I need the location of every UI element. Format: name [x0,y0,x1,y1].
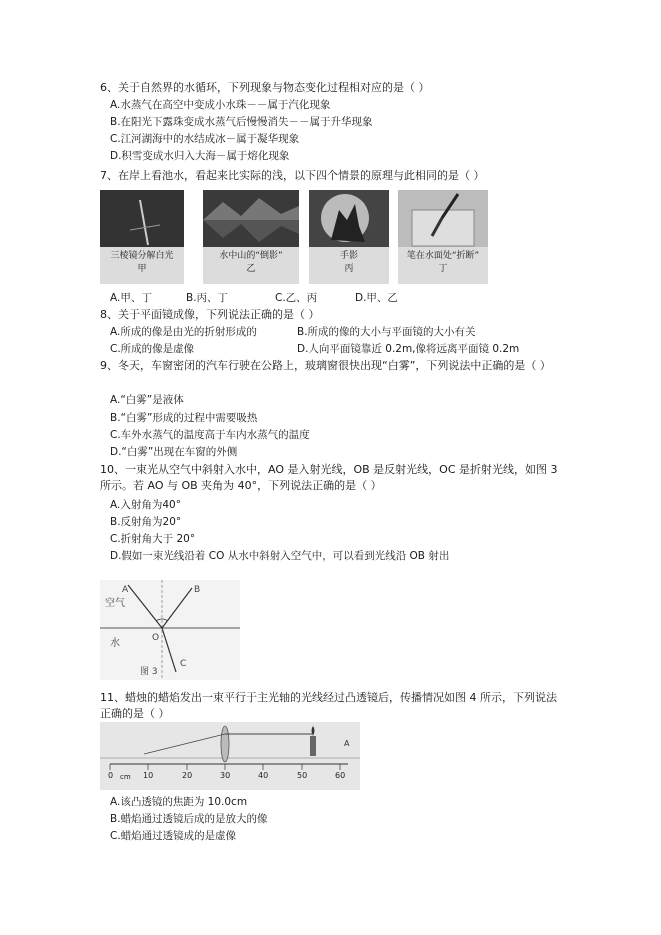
fig3-label-b: B [194,585,201,595]
q7-image-yi [203,190,299,284]
q7-option-d: D.甲、乙 [355,292,398,304]
q10-stem: 10、一束光从空气中斜射入水中，AO 是入射光线，OB 是反射光线，OC 是折射光线，如图 3 所示。若 AO 与 OB 夹角为 40°，下列说法正确的是（ ） [100,463,558,492]
q7-option-b: B.丙、丁 [186,292,229,304]
broken-pen-photo [398,190,488,250]
q6-option-b: B.在阳光下露珠变成水蒸气后慢慢消失－－属于升华现象 [110,116,373,128]
fig3-label-o: O [152,633,160,643]
q9-option-d: D.“白雾”出现在车窗的外侧 [110,446,238,458]
figure-3-refraction [100,580,240,680]
q10-option-a: A.入射角为40° [110,499,181,511]
q11-option-c: C.蜡焰通过透镜成的是虚像 [110,830,237,842]
q7-caption-jia: 三棱镜分解白光 甲 [100,247,184,284]
fig3-label-a: A [122,585,129,595]
tick-50: 50 [297,771,308,780]
figure-4-lens-bench [100,722,360,790]
fig3-water-label: 水 [110,638,120,649]
q6-stem: 6、关于自然界的水循环，下列现象与物态变化过程相对应的是（ ） [100,81,430,94]
q8-option-c: C.所成的像是虚像 [110,343,195,355]
tick-60: 60 [335,771,346,780]
q10-option-b: B.反射角为20° [110,516,182,528]
tick-unit: cm [120,773,131,781]
q7-caption-ding: 笔在水面处“折断” 丁 [398,247,488,284]
prism-photo [100,190,184,250]
q8-option-d: D.人向平面镜靠近 0.2m,像将远离平面镜 0.2m [297,343,520,355]
candle [310,736,316,756]
tick-40: 40 [258,771,269,780]
q8-option-b: B.所成的像的大小与平面镜的大小有关 [297,326,476,338]
q7-stem: 7、在岸上看池水，看起来比实际的浅，以下四个情景的原理与此相同的是（ ） [100,169,485,182]
q7-caption-yi: 水中山的“倒影” 乙 [203,247,299,284]
fig3-caption: 图 3 [140,667,158,677]
tick-10: 10 [143,771,154,780]
tick-30: 30 [220,771,231,780]
q8-stem: 8、关于平面镜成像，下列说法正确的是（ ） [100,308,320,321]
q9-option-c: C.车外水蒸气的温度高于车内水蒸气的温度 [110,429,310,441]
q7-image-jia [100,190,184,284]
fig3-air-label: 空气 [105,598,125,609]
q7-option-a: A.甲、丁 [110,292,152,304]
q9-option-b: B.“白雾”形成的过程中需要吸热 [110,412,258,424]
q7-image-bing [309,190,389,284]
q7-caption-bing: 手影 丙 [309,247,389,284]
tick-0: 0 [108,771,114,780]
q9-stem: 9、冬天，车窗密闭的汽车行驶在公路上，玻璃窗很快出现“白雾”，下列说法中正确的是（ ） [100,359,551,372]
q11-option-a: A.该凸透镜的焦距为 10.0cm [110,796,248,808]
q6-option-d: D.积雪变成水归入大海－属于熔化现象 [110,150,290,162]
q7-image-ding [398,190,488,284]
convex-lens [221,726,229,762]
q7-option-c: C.乙、丙 [275,292,318,304]
tick-20: 20 [182,771,193,780]
q11-stem: 11、蜡烛的蜡焰发出一束平行于主光轴的光线经过凸透镜后，传播情况如图 4 所示，下列说法正确的是（ ） [100,691,557,720]
q11-option-b: B.蜡焰通过透镜后成的是放大的像 [110,813,268,825]
mountain-reflection-photo [203,190,299,250]
q6-option-c: C.江河湖海中的水结成冰－属于凝华现象 [110,133,300,145]
q6-option-a: A.水蒸气在高空中变成小水珠－－属于汽化现象 [110,99,331,111]
hand-shadow-photo [309,190,389,250]
q8-option-a: A.所成的像是由光的折射形成的 [110,326,257,338]
q9-option-a: A.“白雾”是液体 [110,394,184,406]
q10-option-d: D.假如一束光线沿着 CO 从水中斜射入空气中，可以看到光线沿 OB 射出 [110,550,450,562]
fig3-label-c: C [180,659,187,669]
q10-option-c: C.折射角大于 20° [110,533,196,545]
fig4-label-a: A [344,739,350,748]
